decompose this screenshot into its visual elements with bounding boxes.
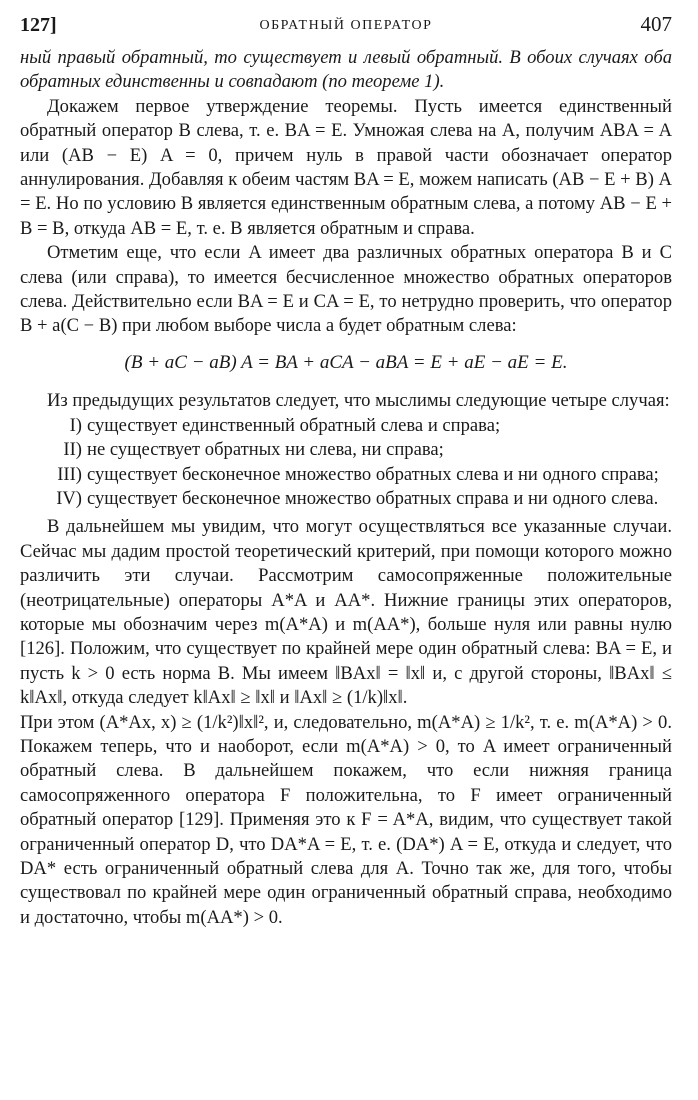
case-number: III) bbox=[57, 463, 82, 485]
case-item bbox=[20, 438, 672, 462]
case-item bbox=[20, 487, 672, 511]
case-number: II) bbox=[63, 439, 82, 461]
paragraph-proof: Докажем первое утверждение теоремы. Пусть имеется единственный обратный оператор B слева, т. е. BA = E. Умножая слева на A, получим ABA = A или (AB − E) A = 0, причем нуль в правой части обозначает оператор аннулирования. Добавляя к обеим частям BA = E, можем написать (AB − E + B) A = E. Но по условию B является единственным обратным слева, а потому AB − E + B = B, откуда AB = E, т. е. B является обратным и справа. bbox=[20, 95, 672, 239]
paragraph-cases-intro: Из предыдущих результатов следует, что мыслимы следующие четыре случая: bbox=[47, 390, 670, 412]
paragraph-criterion: В дальнейшем мы увидим, что могут осуществляться все указанные случаи. Сейчас мы дадим простой теоретический критерий, при помощи которого можно различить эти случаи. Рассмотрим самосопряженные положительные (неотрицательные) операторы A*A и AA*. Нижние границы этих операторов, которые мы обозначим через m(A*A) и m(AA*), больше нуля или равны нулю [126]. Положим, что существует по крайней мере один обратный слева: BA = E, и пусть k > 0 есть норма B. Мы имеем ‖BAx‖ = ‖x‖ и, с другой стороны, ‖BAx‖ ≤ k‖Ax‖, откуда следует k‖Ax‖ ≥ ‖x‖ и ‖Ax‖ ≥ (1/k)‖x‖. bbox=[20, 516, 672, 709]
case-item bbox=[20, 463, 672, 487]
case-item bbox=[20, 414, 672, 438]
cases-list bbox=[20, 414, 672, 512]
running-header bbox=[20, 6, 672, 46]
body-text bbox=[20, 46, 672, 930]
case-text: существует бесконечное множество обратных справа и ни одного слева. bbox=[87, 487, 659, 509]
case-text: существует бесконечное множество обратных слева и ни одного справа; bbox=[87, 463, 659, 485]
case-number: IV) bbox=[56, 487, 82, 509]
page-number: 407 bbox=[640, 12, 672, 36]
case-number: I) bbox=[69, 414, 82, 436]
paragraph-bounded-inverse: При этом (A*Ax, x) ≥ (1/k²)‖x‖², и, следовательно, m(A*A) ≥ 1/k², т. е. m(A*A) > 0. Покажем теперь, что и наоборот, если m(A*A) > 0, то A имеет ограниченный обратный слева. В дальнейшем покажем, что если нижняя граница самосопряженного оператора F положительна, то F имеет ограниченный обратный оператор [129]. Применяя это к F = A*A, видим, что существует такой ограниченный оператор D, что DA*A = E, т. е. (DA*) A = E, откуда и следует, что DA* есть ограниченный обратный слева для A. Точно так же, для того, чтобы существовал по крайней мере один ограниченный обратный справа, необходимо и достаточно, чтобы m(AA*) > 0. bbox=[20, 711, 672, 928]
paragraph-two-inverses: Отметим еще, что если A имеет два различных обратных оператора B и C слева (или справа), то имеется бесчисленное множество обратных операторов слева. Действительно если BA = E и CA = E, то нетрудно проверить, что оператор B + a(C − B) при любом выборе числа a будет обратным слева: bbox=[20, 242, 672, 337]
case-text: не существует обратных ни слева, ни справа; bbox=[87, 439, 444, 461]
case-text: существует единственный обратный слева и справа; bbox=[87, 414, 501, 436]
running-title: ОБРАТНЫЙ ОПЕРАТОР bbox=[259, 18, 433, 33]
display-formula: (B + aC − aB) A = BA + aCA − aBA = E + aE − aE = E. bbox=[124, 351, 568, 373]
theorem-continuation: ный правый обратный, то существует и левый обратный. В обоих случаях оба обратных единственны и совпадают (по теореме 1). bbox=[20, 47, 672, 93]
section-number: 127] bbox=[20, 14, 57, 36]
